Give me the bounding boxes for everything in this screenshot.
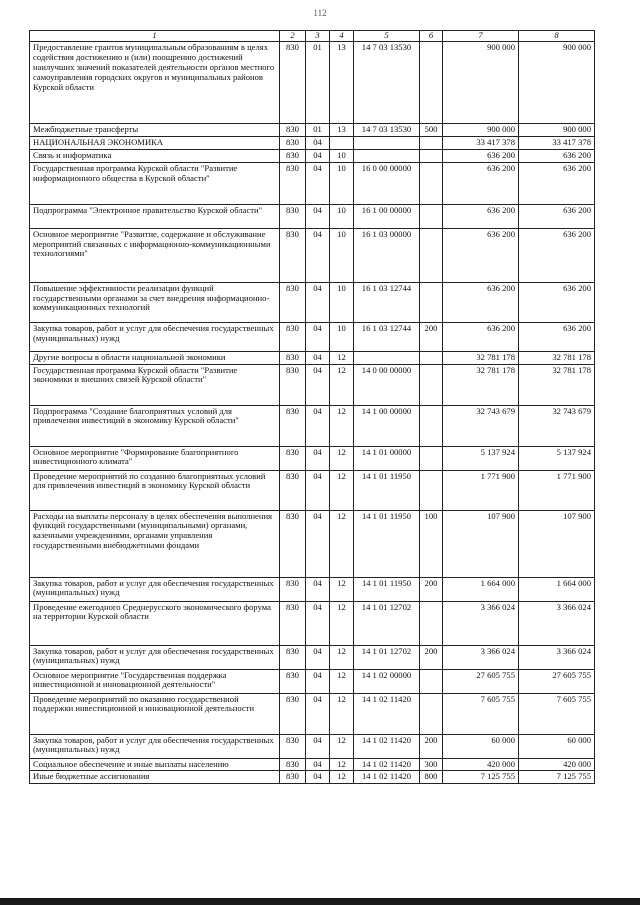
row-pr-cell: 10 (330, 162, 354, 204)
row-csr-cell: 14 0 00 00000 (354, 364, 420, 405)
row-gr-cell: 830 (280, 149, 306, 162)
row-pr-cell: 12 (330, 405, 354, 446)
header-col-8: 8 (519, 31, 595, 42)
row-sum2-cell: 107 900 (519, 510, 595, 577)
row-csr-cell (354, 149, 420, 162)
row-sum1-cell: 3 366 024 (443, 645, 519, 669)
row-vr-cell: 500 (420, 124, 443, 137)
row-sum1-cell: 900 000 (443, 42, 519, 124)
row-vr-cell (420, 669, 443, 693)
row-vr-cell: 200 (420, 322, 443, 351)
table-row (30, 282, 595, 322)
row-sum1-cell: 32 743 679 (443, 405, 519, 446)
row-sum1-cell: 60 000 (443, 734, 519, 758)
row-csr-cell: 16 1 03 00000 (354, 228, 420, 282)
table-row (30, 758, 595, 771)
budget-table (29, 30, 595, 784)
row-csr-cell: 14 1 01 12702 (354, 645, 420, 669)
row-csr-cell: 16 1 03 12744 (354, 282, 420, 322)
table-row (30, 669, 595, 693)
header-col-5: 5 (354, 31, 420, 42)
row-gr-cell: 830 (280, 577, 306, 601)
row-name-cell: Проведение мероприятий по созданию благоприятных условий для привлечения инвестиций в экономику Курской области (30, 470, 280, 510)
row-vr-cell (420, 351, 443, 364)
row-name-cell: Подпрограмма "Создание благоприятных условий для привлечения инвестиций в экономику Курской области" (30, 405, 280, 446)
row-name-cell: Расходы на выплаты персоналу в целях обеспечения выполнения функций государственными (муниципальными) органами, казенными учреждениями, органами управления государственными внебюджетными фондами (30, 510, 280, 577)
row-gr-cell: 830 (280, 322, 306, 351)
row-rz-cell: 04 (306, 364, 330, 405)
table-row (30, 510, 595, 577)
row-sum1-cell: 32 781 178 (443, 364, 519, 405)
row-vr-cell (420, 204, 443, 228)
table-row (30, 446, 595, 470)
row-sum1-cell: 636 200 (443, 149, 519, 162)
row-sum2-cell: 420 000 (519, 758, 595, 771)
table-row (30, 149, 595, 162)
row-sum1-cell: 32 781 178 (443, 351, 519, 364)
row-pr-cell: 10 (330, 282, 354, 322)
row-pr-cell: 12 (330, 601, 354, 645)
row-csr-cell: 14 7 03 13530 (354, 124, 420, 137)
row-sum1-cell: 3 366 024 (443, 601, 519, 645)
header-col-6: 6 (420, 31, 443, 42)
row-rz-cell: 04 (306, 758, 330, 771)
row-rz-cell: 04 (306, 510, 330, 577)
table-row (30, 771, 595, 784)
table-row (30, 351, 595, 364)
row-rz-cell: 04 (306, 470, 330, 510)
row-sum2-cell: 900 000 (519, 124, 595, 137)
row-sum2-cell: 1 771 900 (519, 470, 595, 510)
row-name-cell: НАЦИОНАЛЬНАЯ ЭКОНОМИКА (30, 136, 280, 149)
row-sum1-cell: 636 200 (443, 228, 519, 282)
row-pr-cell: 12 (330, 758, 354, 771)
header-col-7: 7 (443, 31, 519, 42)
row-sum2-cell: 636 200 (519, 228, 595, 282)
row-csr-cell: 14 1 02 11420 (354, 734, 420, 758)
row-rz-cell: 04 (306, 322, 330, 351)
row-sum1-cell: 1 664 000 (443, 577, 519, 601)
row-vr-cell: 300 (420, 758, 443, 771)
row-csr-cell: 14 1 02 11420 (354, 693, 420, 734)
table-row (30, 204, 595, 228)
row-sum1-cell: 1 771 900 (443, 470, 519, 510)
row-gr-cell: 830 (280, 669, 306, 693)
table-row (30, 136, 595, 149)
row-sum1-cell: 636 200 (443, 322, 519, 351)
row-sum1-cell: 420 000 (443, 758, 519, 771)
table-row (30, 364, 595, 405)
table-row (30, 42, 595, 124)
row-pr-cell: 12 (330, 693, 354, 734)
row-rz-cell: 04 (306, 771, 330, 784)
row-gr-cell: 830 (280, 693, 306, 734)
header-col-2: 2 (280, 31, 306, 42)
header-col-3: 3 (306, 31, 330, 42)
table-row (30, 405, 595, 446)
row-name-cell: Закупка товаров, работ и услуг для обеспечения государственных (муниципальных) нужд (30, 322, 280, 351)
header-col-4: 4 (330, 31, 354, 42)
row-rz-cell: 04 (306, 282, 330, 322)
row-pr-cell: 12 (330, 577, 354, 601)
row-vr-cell (420, 470, 443, 510)
row-csr-cell (354, 136, 420, 149)
row-csr-cell: 14 1 02 11420 (354, 758, 420, 771)
row-pr-cell: 12 (330, 351, 354, 364)
row-sum2-cell: 636 200 (519, 204, 595, 228)
row-pr-cell: 12 (330, 645, 354, 669)
row-csr-cell: 16 0 00 00000 (354, 162, 420, 204)
row-sum1-cell: 900 000 (443, 124, 519, 137)
table-row (30, 322, 595, 351)
row-gr-cell: 830 (280, 351, 306, 364)
row-gr-cell: 830 (280, 124, 306, 137)
table-row (30, 470, 595, 510)
row-name-cell: Иные бюджетные ассигнования (30, 771, 280, 784)
row-sum1-cell: 636 200 (443, 204, 519, 228)
row-name-cell: Социальное обеспечение и иные выплаты населению (30, 758, 280, 771)
row-rz-cell: 01 (306, 124, 330, 137)
row-gr-cell: 830 (280, 446, 306, 470)
row-sum2-cell: 27 605 755 (519, 669, 595, 693)
row-name-cell: Межбюджетные трансферты (30, 124, 280, 137)
row-pr-cell: 12 (330, 364, 354, 405)
row-sum1-cell: 27 605 755 (443, 669, 519, 693)
row-pr-cell: 10 (330, 149, 354, 162)
row-name-cell: Связь и информатика (30, 149, 280, 162)
row-sum2-cell: 900 000 (519, 42, 595, 124)
row-sum1-cell: 33 417 378 (443, 136, 519, 149)
row-gr-cell: 830 (280, 771, 306, 784)
row-sum2-cell: 636 200 (519, 149, 595, 162)
row-sum1-cell: 636 200 (443, 162, 519, 204)
row-csr-cell: 14 1 02 00000 (354, 669, 420, 693)
row-name-cell: Проведение мероприятий по оказанию государственной поддержки инвестиционной и инновационной деятельности (30, 693, 280, 734)
row-name-cell: Повышение эффективности реализации функций государственными органами за счет внедрения информационно-коммуникационных технологий (30, 282, 280, 322)
table-row (30, 124, 595, 137)
row-gr-cell: 830 (280, 470, 306, 510)
row-pr-cell: 12 (330, 734, 354, 758)
row-csr-cell: 14 1 01 12702 (354, 601, 420, 645)
row-name-cell: Предоставление грантов муниципальным образованиям в целях содействия достижению и (или) поощрению достижений наилучших значений показателей деятельности органов местного самоуправления городских округов и муниципальных районов Курской области (30, 42, 280, 124)
row-sum1-cell: 636 200 (443, 282, 519, 322)
row-pr-cell: 13 (330, 42, 354, 124)
row-name-cell: Закупка товаров, работ и услуг для обеспечения государственных (муниципальных) нужд (30, 734, 280, 758)
row-rz-cell: 04 (306, 734, 330, 758)
row-gr-cell: 830 (280, 162, 306, 204)
row-sum2-cell: 1 664 000 (519, 577, 595, 601)
row-pr-cell: 12 (330, 771, 354, 784)
row-sum2-cell: 7 125 755 (519, 771, 595, 784)
row-name-cell: Другие вопросы в области национальной экономики (30, 351, 280, 364)
row-gr-cell: 830 (280, 364, 306, 405)
row-vr-cell (420, 162, 443, 204)
row-sum1-cell: 107 900 (443, 510, 519, 577)
row-sum2-cell: 5 137 924 (519, 446, 595, 470)
row-sum2-cell: 32 781 178 (519, 364, 595, 405)
row-pr-cell: 12 (330, 446, 354, 470)
row-csr-cell: 14 1 02 11420 (354, 771, 420, 784)
row-gr-cell: 830 (280, 758, 306, 771)
row-sum2-cell: 33 417 378 (519, 136, 595, 149)
page-number: 112 (313, 8, 327, 18)
row-pr-cell: 12 (330, 470, 354, 510)
header-col-1: 1 (30, 31, 280, 42)
row-vr-cell: 100 (420, 510, 443, 577)
row-name-cell: Закупка товаров, работ и услуг для обеспечения государственных (муниципальных) нужд (30, 645, 280, 669)
row-name-cell: Закупка товаров, работ и услуг для обеспечения государственных (муниципальных) нужд (30, 577, 280, 601)
row-sum1-cell: 7 125 755 (443, 771, 519, 784)
row-vr-cell: 200 (420, 577, 443, 601)
row-name-cell: Государственная программа Курской области "Развитие информационного общества в Курской области" (30, 162, 280, 204)
row-sum1-cell: 7 605 755 (443, 693, 519, 734)
table-row (30, 228, 595, 282)
row-name-cell: Проведение ежегодного Среднерусского экономического форума на территории Курской области (30, 601, 280, 645)
row-rz-cell: 04 (306, 577, 330, 601)
table-row (30, 577, 595, 601)
row-pr-cell: 12 (330, 669, 354, 693)
row-rz-cell: 04 (306, 136, 330, 149)
row-sum2-cell: 60 000 (519, 734, 595, 758)
row-name-cell: Основное мероприятие "Развитие, содержание и обслуживание мероприятий связанных с информационно-коммуникационными технологиями" (30, 228, 280, 282)
row-vr-cell (420, 282, 443, 322)
table-row (30, 693, 595, 734)
row-pr-cell: 10 (330, 228, 354, 282)
row-rz-cell: 04 (306, 601, 330, 645)
row-gr-cell: 830 (280, 282, 306, 322)
row-sum2-cell: 32 781 178 (519, 351, 595, 364)
table-row (30, 645, 595, 669)
row-rz-cell: 04 (306, 351, 330, 364)
row-csr-cell: 14 1 01 00000 (354, 446, 420, 470)
row-name-cell: Основное мероприятие "Государственная поддержка инвестиционной и инновационной деятельности" (30, 669, 280, 693)
row-sum2-cell: 7 605 755 (519, 693, 595, 734)
row-vr-cell (420, 42, 443, 124)
scan-bottom-edge (0, 898, 640, 905)
row-sum2-cell: 636 200 (519, 322, 595, 351)
row-vr-cell: 200 (420, 645, 443, 669)
row-vr-cell: 800 (420, 771, 443, 784)
row-csr-cell: 14 7 03 13530 (354, 42, 420, 124)
row-name-cell: Государственная программа Курской области "Развитие экономики и внешних связей Курской области" (30, 364, 280, 405)
row-rz-cell: 04 (306, 228, 330, 282)
row-rz-cell: 04 (306, 446, 330, 470)
row-rz-cell: 04 (306, 204, 330, 228)
table-row (30, 601, 595, 645)
row-sum2-cell: 3 366 024 (519, 601, 595, 645)
row-sum1-cell: 5 137 924 (443, 446, 519, 470)
row-vr-cell: 200 (420, 734, 443, 758)
row-gr-cell: 830 (280, 405, 306, 446)
row-gr-cell: 830 (280, 734, 306, 758)
row-rz-cell: 04 (306, 645, 330, 669)
row-rz-cell: 04 (306, 162, 330, 204)
row-pr-cell: 10 (330, 322, 354, 351)
row-gr-cell: 830 (280, 510, 306, 577)
row-sum2-cell: 636 200 (519, 162, 595, 204)
row-csr-cell: 16 1 00 00000 (354, 204, 420, 228)
row-gr-cell: 830 (280, 601, 306, 645)
row-gr-cell: 830 (280, 228, 306, 282)
row-pr-cell: 12 (330, 510, 354, 577)
row-pr-cell: 13 (330, 124, 354, 137)
row-vr-cell (420, 136, 443, 149)
row-rz-cell: 04 (306, 149, 330, 162)
row-csr-cell (354, 351, 420, 364)
row-name-cell: Подпрограмма "Электронное правительство Курской области" (30, 204, 280, 228)
row-name-cell: Основное мероприятие "Формирование благоприятного инвестиционного климата" (30, 446, 280, 470)
row-gr-cell: 830 (280, 42, 306, 124)
row-rz-cell: 04 (306, 693, 330, 734)
row-vr-cell (420, 601, 443, 645)
row-csr-cell: 14 1 01 11950 (354, 510, 420, 577)
row-gr-cell: 830 (280, 645, 306, 669)
row-pr-cell (330, 136, 354, 149)
row-vr-cell (420, 149, 443, 162)
row-sum2-cell: 3 366 024 (519, 645, 595, 669)
row-gr-cell: 830 (280, 136, 306, 149)
row-rz-cell: 04 (306, 405, 330, 446)
row-csr-cell: 16 1 03 12744 (354, 322, 420, 351)
row-csr-cell: 14 1 01 11950 (354, 470, 420, 510)
row-sum2-cell: 32 743 679 (519, 405, 595, 446)
row-vr-cell (420, 446, 443, 470)
row-vr-cell (420, 364, 443, 405)
table-row (30, 162, 595, 204)
row-csr-cell: 14 1 00 00000 (354, 405, 420, 446)
row-rz-cell: 04 (306, 669, 330, 693)
row-gr-cell: 830 (280, 204, 306, 228)
row-rz-cell: 01 (306, 42, 330, 124)
row-vr-cell (420, 405, 443, 446)
row-vr-cell (420, 228, 443, 282)
row-vr-cell (420, 693, 443, 734)
table-body (30, 31, 595, 784)
row-sum2-cell: 636 200 (519, 282, 595, 322)
table-header-row (30, 31, 595, 42)
row-pr-cell: 10 (330, 204, 354, 228)
row-csr-cell: 14 1 01 11950 (354, 577, 420, 601)
table-row (30, 734, 595, 758)
